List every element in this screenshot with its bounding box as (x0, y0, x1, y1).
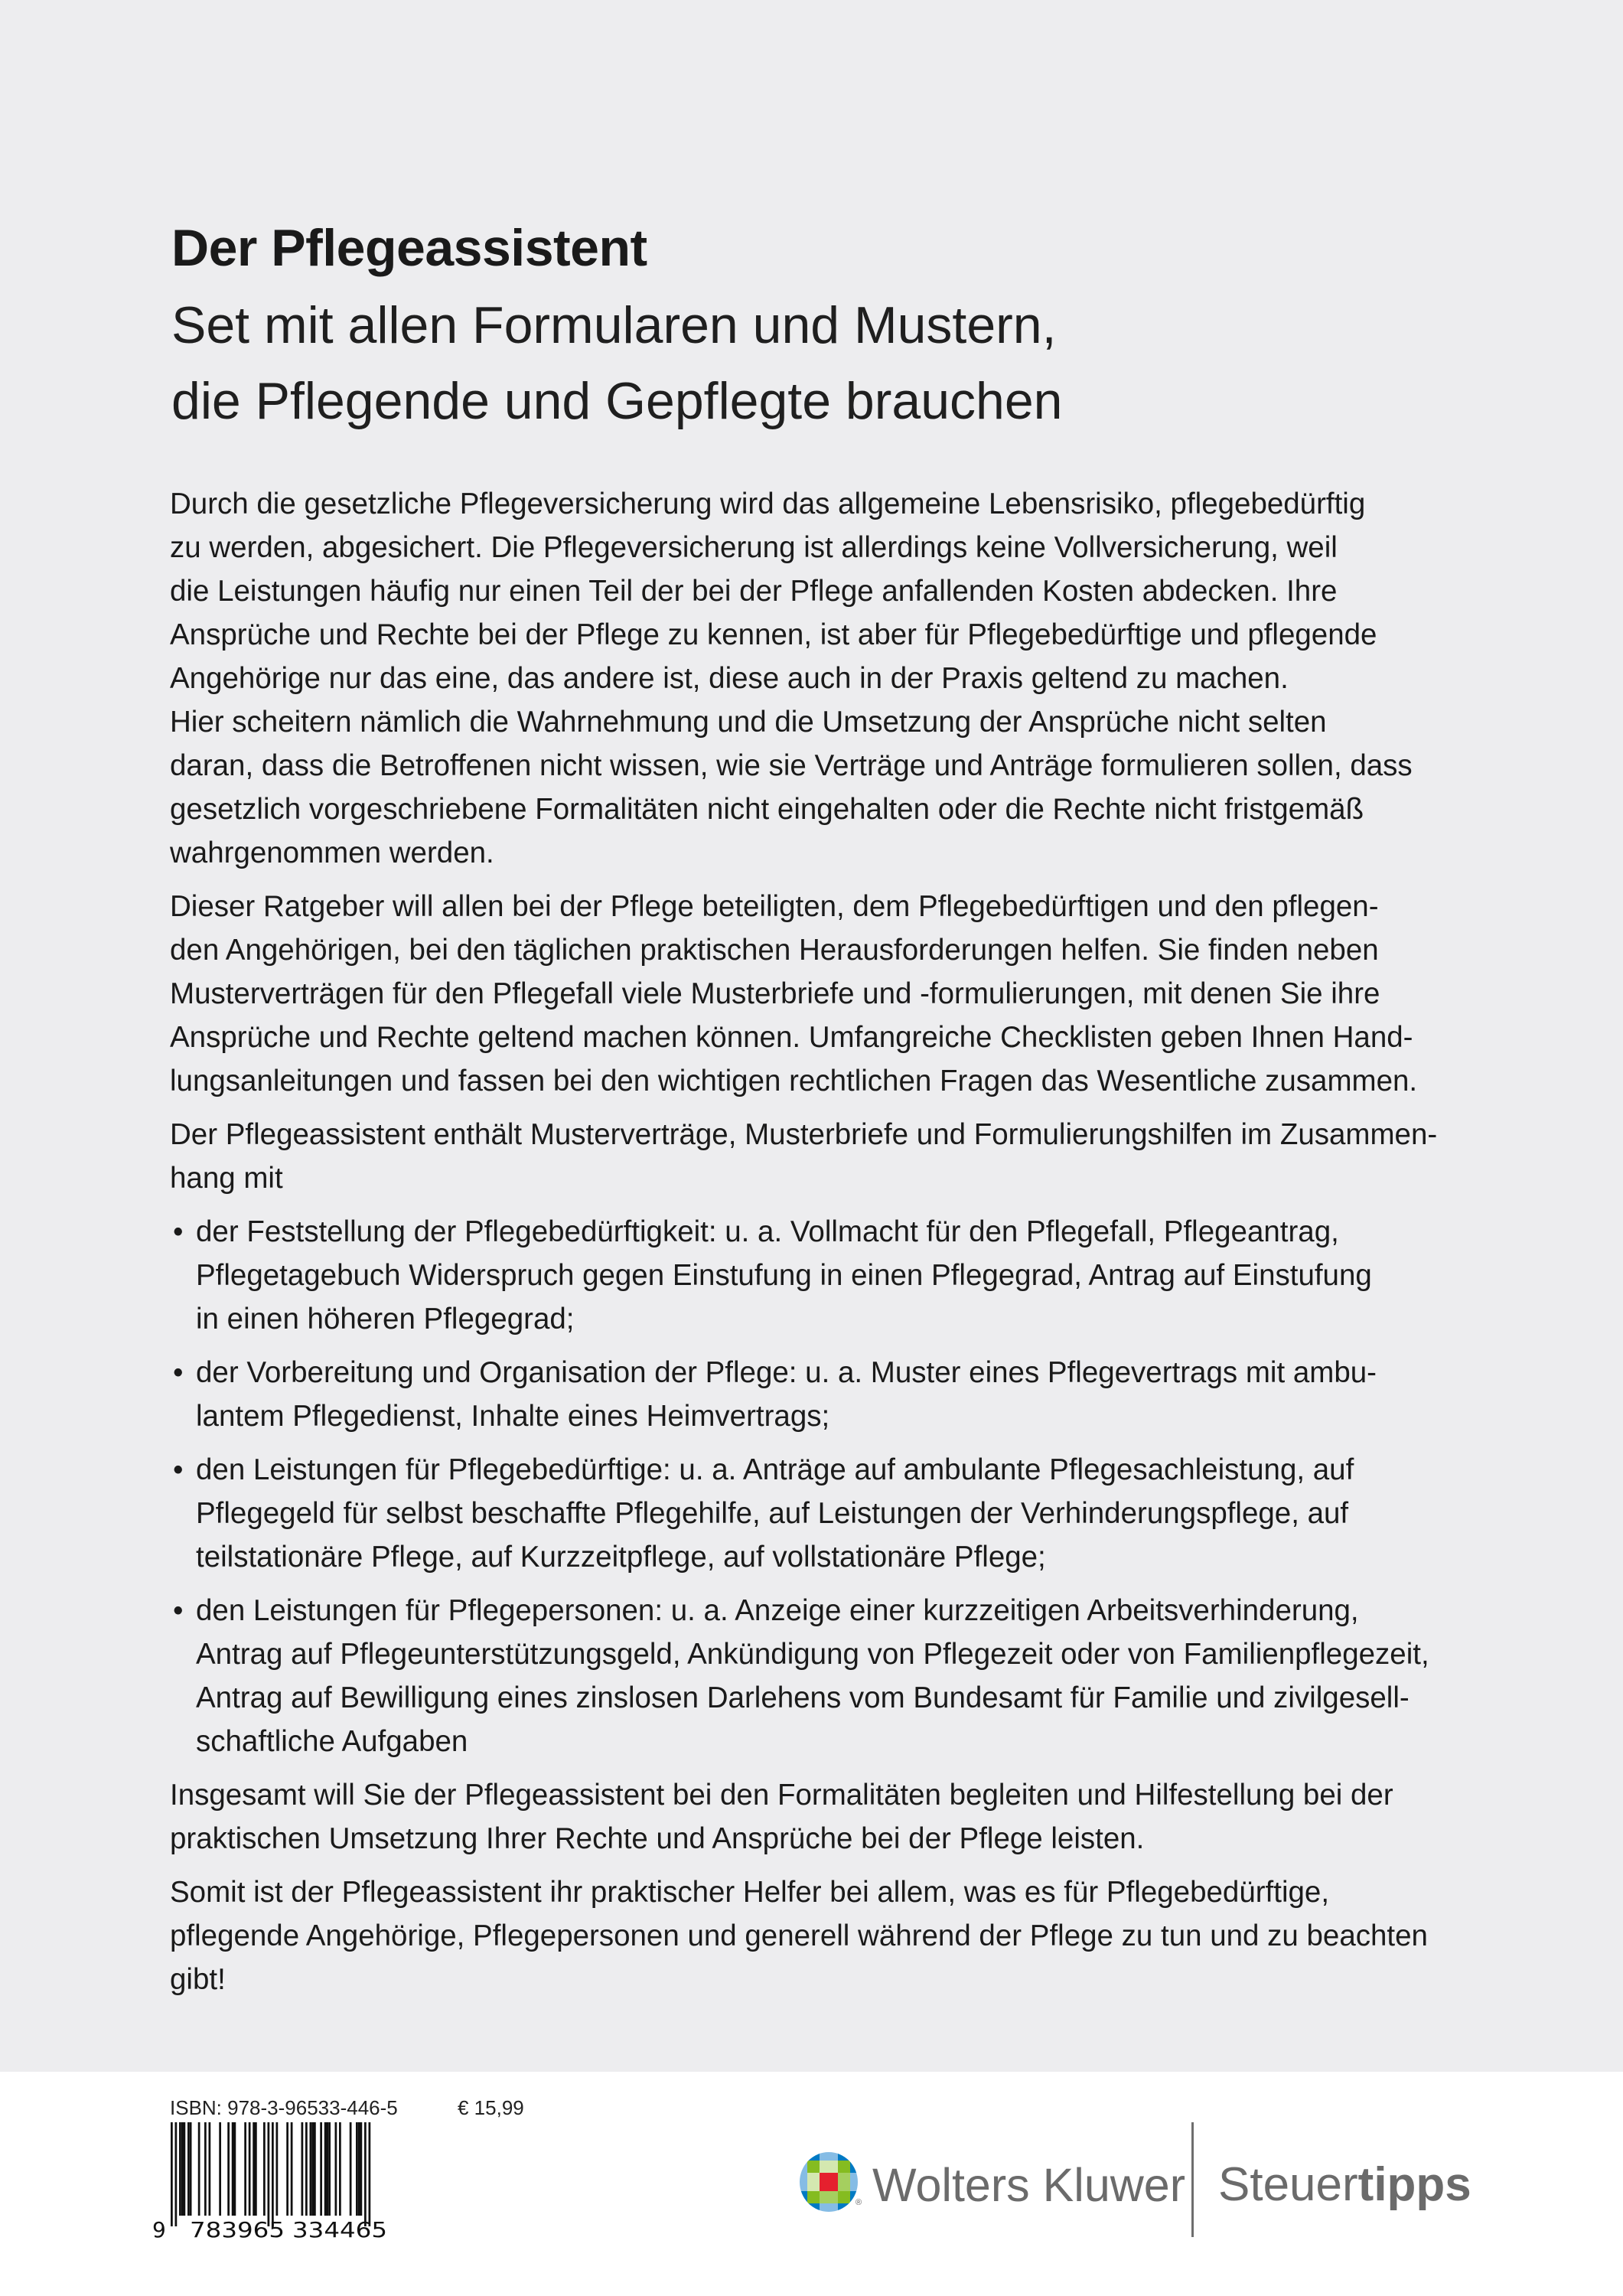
globe-tile (820, 2151, 838, 2161)
text-line: den Leistungen für Pflegepersonen: u. a. Anzeige einer kurzzeitigen Arbeitsverhinderung, (196, 1594, 1359, 1627)
bullet-icon: • (173, 1215, 184, 1248)
text-line: lungsanleitungen und fassen bei den wichtigen rechtlichen Fragen das Wesentliche zusammen. (170, 1065, 1418, 1097)
imprint-logo (1218, 2157, 1471, 2213)
barcode-bar (179, 2122, 181, 2216)
text-line: Dieser Ratgeber will allen bei der Pflege beteiligten, dem Pflegebedürftigen und den pflegen- (170, 890, 1379, 923)
bullet-icon: • (173, 1356, 184, 1389)
globe-tile (850, 2173, 859, 2191)
barcode-bar (305, 2122, 308, 2216)
barcode-bar (244, 2122, 246, 2216)
barcode-bar (328, 2122, 331, 2216)
text-line: Ansprüche und Rechte geltend machen können. Umfangreiche Checklisten geben Ihnen Hand- (170, 1021, 1413, 1054)
globe-tile (838, 2203, 850, 2213)
text-line: gibt! (170, 1963, 226, 1996)
text-line: wahrgenommen werden. (170, 837, 494, 869)
barcode-bar (314, 2122, 316, 2216)
barcode-bar (268, 2122, 270, 2226)
wolters-kluwer-globe-icon (798, 2151, 859, 2213)
text-line: Antrag auf Bewilligung eines zinslosen Darlehens vom Bundesamt für Familie und zivilgesell- (196, 1681, 1410, 1714)
book-title: Der Pflegeassistent (171, 219, 647, 277)
globe-tile (838, 2191, 850, 2203)
barcode-bar (291, 2122, 293, 2216)
text-line: Insgesamt will Sie der Pflegeassistent bei den Formalitäten begleiten und Hilfestellung bei der (170, 1779, 1393, 1812)
text-line: schaftliche Aufgaben (196, 1725, 468, 1758)
barcode-bar (320, 2122, 322, 2216)
bullet-list (170, 1210, 1608, 1763)
text-line: hang mit (170, 1162, 283, 1195)
publisher-logo-text: Wolters Kluwer (872, 2159, 1186, 2211)
ean-barcode (150, 2122, 425, 2245)
barcode-bar (286, 2122, 288, 2216)
text-line: Pflegegeld für selbst beschaffte Pflegehilfe, auf Leistungen der Verhinderungspflege, auf (196, 1497, 1349, 1530)
text-line: pflegende Angehörige, Pflegepersonen und generell während der Pflege zu tun und zu beachten (170, 1919, 1428, 1952)
barcode-bar (249, 2122, 251, 2216)
bullet-icon: • (173, 1594, 184, 1627)
globe-tile (798, 2191, 807, 2203)
text-line: Somit ist der Pflegeassistent ihr praktischer Helfer bei allem, was es für Pflegebedürftige, (170, 1876, 1330, 1909)
price-label: € 15,99 (458, 2096, 524, 2119)
barcode-bar (324, 2122, 327, 2216)
bullet-item (170, 1351, 1608, 1438)
barcode-bar (187, 2122, 190, 2216)
bullet-icon: • (173, 1453, 184, 1486)
globe-tile (807, 2191, 820, 2203)
text-line: gesetzlich vorgeschriebene Formalitäten nicht eingehalten oder die Rechte nicht fristgemäß (170, 793, 1364, 826)
barcode-bar (263, 2122, 266, 2216)
imprint-bold: tipps (1357, 2158, 1471, 2211)
globe-tile (820, 2191, 838, 2203)
barcode-bar (364, 2122, 367, 2226)
barcode-bar (219, 2122, 221, 2216)
blurb-text (170, 482, 1608, 2011)
text-line: Ansprüche und Rechte bei der Pflege zu kennen, ist aber für Pflegebedürftige und pflegende (170, 618, 1377, 651)
barcode-bar (356, 2122, 358, 2216)
subtitle-line: die Pflegende und Gepflegte brauchen (171, 372, 1063, 430)
text-line: Musterverträgen für den Pflegefall viele Musterbriefe und -formulierungen, mit denen Sie ihre (170, 977, 1380, 1010)
barcode-bar (253, 2122, 255, 2216)
barcode-bar (175, 2122, 178, 2226)
barcode-bar (327, 2122, 329, 2216)
globe-tile (807, 2161, 820, 2173)
barcode-first-digit: 9 (152, 2217, 166, 2242)
barcode-bar (358, 2122, 360, 2216)
globe-tile (838, 2173, 850, 2191)
text-line: Der Pflegeassistent enthält Musterverträge, Musterbriefe und Formulierungshilfen im Zusammen- (170, 1118, 1438, 1151)
text-line: den Leistungen für Pflegebedürftige: u. a. Anträge auf ambulante Pflegesachleistung, auf (196, 1453, 1354, 1486)
paragraph-closing (170, 1870, 1608, 2001)
barcode-bar (227, 2122, 230, 2216)
barcode-bar (198, 2122, 200, 2216)
logo-divider (1191, 2122, 1194, 2237)
text-line: die Leistungen häufig nur einen Teil der bei der Pflege anfallenden Kosten abdecken. Ihre (170, 575, 1338, 608)
text-line: Durch die gesetzliche Pflegeversicherung wird das allgemeine Lebensrisiko, pflegebedürftig (170, 488, 1366, 520)
barcode-left-digits: 783965 (190, 2217, 285, 2242)
text-line: der Feststellung der Pflegebedürftigkeit: u. a. Vollmacht für den Pflegefall, Pflegeantrag, (196, 1215, 1339, 1248)
globe-tile (838, 2161, 850, 2173)
bullet-item (170, 1589, 1608, 1763)
barcode-bar (276, 2122, 279, 2216)
paragraph-contents (170, 1113, 1608, 1200)
globe-tile (798, 2173, 807, 2191)
text-line: lantem Pflegedienst, Inhalte eines Heimvertrags; (196, 1400, 830, 1433)
globe-tile (798, 2203, 807, 2213)
barcode-bar (209, 2122, 211, 2216)
globe-tile (807, 2173, 820, 2191)
barcode-bar (255, 2122, 257, 2216)
text-line: daran, dass die Betroffenen nicht wissen, wie sie Verträge und Anträge formulieren sollen, dass (170, 749, 1413, 782)
imprint-light: Steuer (1218, 2158, 1358, 2211)
paragraph-intro (170, 482, 1608, 875)
barcode-bar (311, 2122, 314, 2216)
bullet-item (170, 1210, 1608, 1341)
globe-tile (798, 2151, 807, 2161)
bullet-item (170, 1448, 1608, 1579)
text-line: in einen höheren Pflegegrad; (196, 1303, 575, 1336)
barcode-bar (190, 2122, 192, 2216)
barcode-bar (310, 2122, 312, 2216)
globe-tile (807, 2151, 820, 2161)
text-line: zu werden, abgesichert. Die Pflegeversicherung ist allerdings keine Vollversicherung, weil (170, 531, 1338, 564)
globe-tile (820, 2203, 838, 2213)
barcode-bar (350, 2122, 352, 2216)
barcode-bar (272, 2122, 274, 2226)
barcode-bar (181, 2122, 184, 2216)
globe-tile (850, 2161, 859, 2173)
barcode-bar (204, 2122, 207, 2216)
paragraph-summary (170, 1773, 1608, 1861)
globe-tile (820, 2173, 838, 2191)
text-line: Antrag auf Pflegeunterstützungsgeld, Ankündigung von Pflegezeit oder von Familienpflegezeit, (196, 1638, 1429, 1671)
text-line: den Angehörigen, bei den täglichen praktischen Herausforderungen helfen. Sie finden neben (170, 934, 1379, 967)
barcode-bar (234, 2122, 236, 2216)
text-line: Angehörige nur das eine, das andere ist, diese auch in der Praxis geltend zu machen. (170, 662, 1289, 695)
barcode-bar (171, 2122, 173, 2226)
globe-tile (850, 2151, 859, 2161)
text-line: Hier scheitern nämlich die Wahrnehmung und die Umsetzung der Ansprüche nicht selten (170, 706, 1327, 739)
barcode-bar (184, 2122, 186, 2216)
barcode-bar (360, 2122, 363, 2216)
barcode-right-digits: 334465 (292, 2217, 387, 2242)
barcode-bar (369, 2122, 371, 2226)
barcode-bar (339, 2122, 341, 2216)
globe-tile (838, 2151, 850, 2161)
subtitle-line: Set mit allen Formularen und Mustern, (171, 296, 1057, 354)
globe-tile (820, 2161, 838, 2173)
paragraph-ratgeber (170, 885, 1608, 1103)
text-line: Pflegetagebuch Widerspruch gegen Einstufung in einen Pflegegrad, Antrag auf Einstufung (196, 1259, 1372, 1292)
globe-tile (807, 2203, 820, 2213)
barcode-bar (301, 2122, 304, 2216)
barcode-bar (232, 2122, 234, 2216)
text-line: teilstationäre Pflege, auf Kurzzeitpflege, auf vollstationäre Pflege; (196, 1541, 1046, 1574)
barcode-bar (335, 2122, 337, 2216)
globe-tile (798, 2161, 807, 2173)
isbn-label: ISBN: 978-3-96533-446-5 (170, 2096, 398, 2119)
registered-mark: ® (855, 2198, 862, 2207)
text-line: praktischen Umsetzung Ihrer Rechte und Ansprüche bei der Pflege leisten. (170, 1822, 1145, 1855)
book-subtitle (171, 288, 1062, 439)
text-line: der Vorbereitung und Organisation der Pflege: u. a. Muster eines Pflegevertrags mit ambu- (196, 1356, 1377, 1389)
